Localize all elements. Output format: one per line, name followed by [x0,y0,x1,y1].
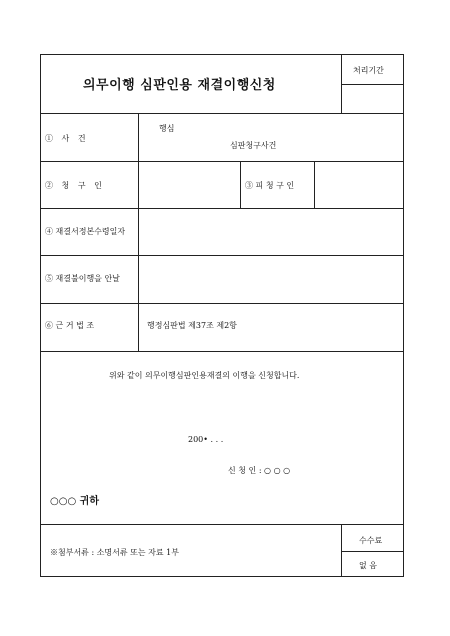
statement-text: 위와 같이 의무이행심판인용재결의 이행을 신청합니다. [109,371,300,380]
ruling-receipt-date-label: ④ 재결서정본수령일자 [45,227,126,236]
claimant-field[interactable] [139,162,240,208]
attachments-note: ※첨부서류 : 소명서류 또는 자료 1부 [50,548,179,557]
case-value-prefix: 행심 [159,124,175,133]
fee-value: 없 음 [359,561,377,570]
ruling-receipt-date-field[interactable] [139,209,403,255]
legal-basis-label: ⑥ 근 거 법 조 [45,321,95,330]
processing-period-field[interactable] [342,85,403,113]
non-compliance-known-date-field[interactable] [139,256,403,303]
claimant-label: ② 청 구 인 [45,181,105,190]
non-compliance-known-date-label: ⑤ 재결불이행을 안날 [45,274,120,283]
application-form [40,54,404,577]
case-value-suffix: 심판청구사건 [230,141,277,150]
fee-label: 수수료 [359,536,383,545]
legal-basis-value: 행정심판법 제37조 제2항 [147,321,237,330]
respondent-label: ③ 피 청 구 인 [245,181,295,190]
application-date: 200• . . . [188,435,224,444]
statement-bottom-border [41,524,403,525]
processing-period-label: 처리기간 [353,66,384,75]
applicant-line: 신 청 인 : ○ ○ ○ [228,466,291,475]
fee-divider [341,551,403,552]
case-label: ① 사 건 [45,134,89,143]
row-4-bottom-border [41,303,403,304]
row-5-bottom-border [41,351,403,352]
claimant-divider [240,161,241,208]
case-field[interactable] [139,114,403,161]
fee-left-divider [341,524,342,576]
addressee: ○○○ 귀하 [50,496,99,507]
respondent-field[interactable] [315,162,403,208]
form-title: 의무이행 심판인용 재결이행신청 [83,78,276,93]
